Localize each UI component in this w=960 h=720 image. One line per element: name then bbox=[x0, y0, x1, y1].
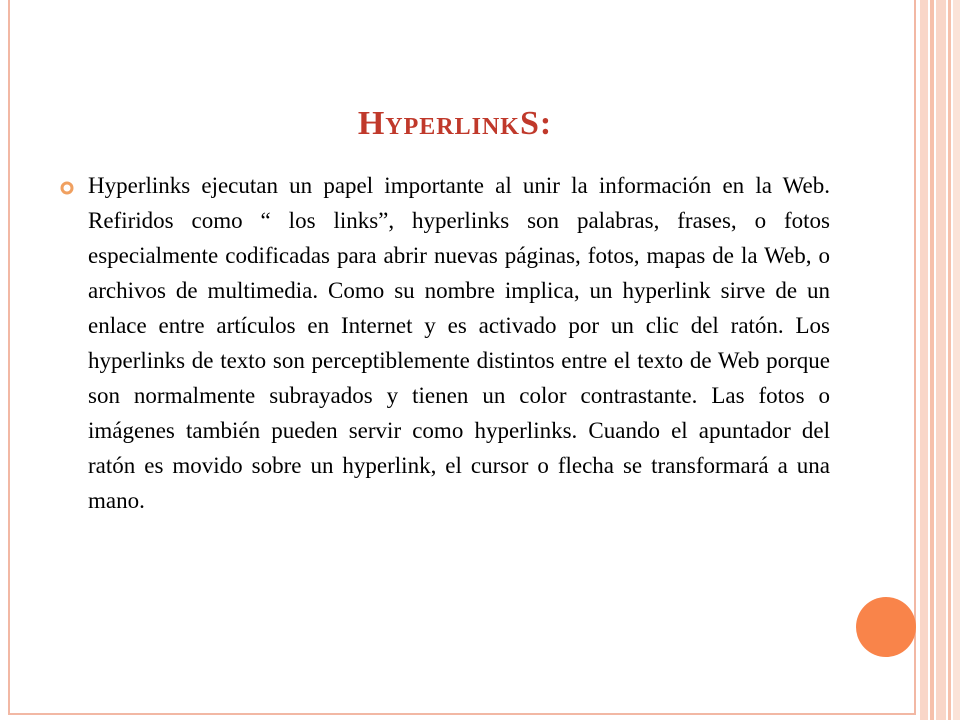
decorative-circle bbox=[856, 597, 916, 657]
right-stripe bbox=[953, 0, 960, 720]
slide-title: HyperlinkS: bbox=[357, 105, 553, 142]
slide-content bbox=[60, 168, 830, 518]
ring-bullet-icon bbox=[60, 181, 74, 195]
right-stripe bbox=[936, 0, 946, 720]
right-stripe bbox=[930, 0, 934, 720]
bullet-text: Hyperlinks ejecutan un papel importante al unir la información en la Web. Refiridos como “ los links”, hyperlinks son palabras, frases, o fotos especialmente codificadas para abrir nuevas páginas, fotos, mapas de la Web, o archivos de multimedia. Como su nombre implica, un hyperlink sirve de un enlace entre artículos en Internet y es activado por un clic del ratón. Los hyperlinks de texto son perceptiblemente distintos entre el texto de Web porque son normalmente subrayados y tienen un color contrastante. Las fotos o imágenes también pueden servir como hyperlinks. Cuando el apuntador del ratón es movido sobre un hyperlink, el cursor o flecha se transformará a una mano. bbox=[88, 173, 830, 513]
right-stripe bbox=[948, 0, 951, 720]
bullet-item bbox=[60, 168, 830, 518]
right-stripe bbox=[920, 0, 928, 720]
